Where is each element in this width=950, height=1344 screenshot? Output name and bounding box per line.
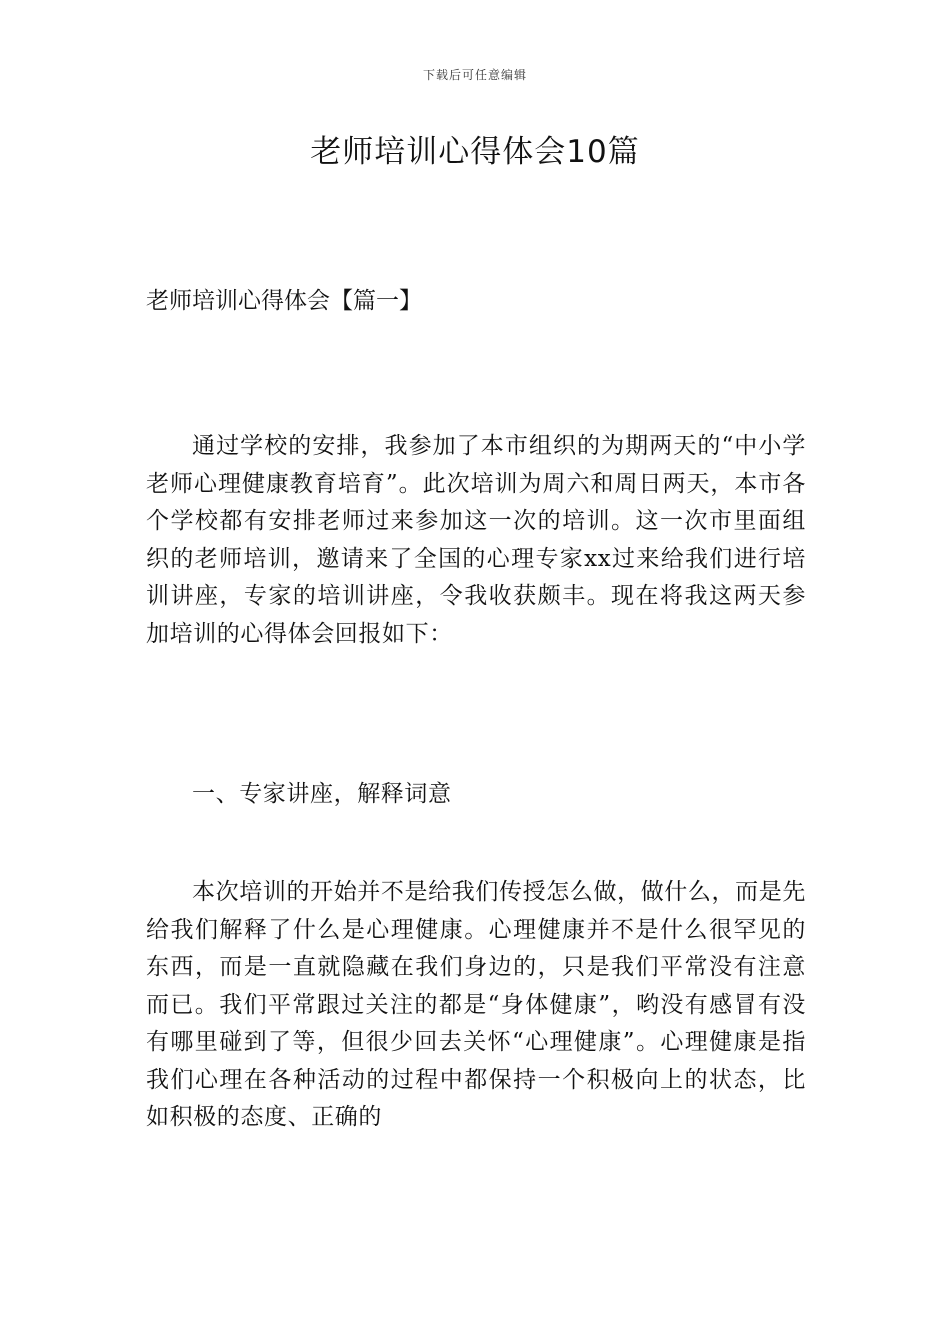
document-title: 老师培训心得体会10篇	[310, 134, 640, 170]
paragraph-mental-health: 本次培训的开始并不是给我们传授怎么做，做什么，而是先给我们解释了什么是心理健康。心理健康并不是什么很罕见的东西，而是一直就隐藏在我们身边的，只是我们平常没有注意而已。我们平常跟过关注的都是“身体健康”，哟没有感冒有没有哪里碰到了等，但很少回去关怀“心理健康”。心理健康是指我们心理在各种活动的过程中都保持一个积极向上的状态，比如积极的态度、正确的	[146, 879, 806, 1130]
section-heading: 老师培训心得体会【篇一】	[146, 288, 422, 314]
header-note: 下载后可任意编辑	[422, 68, 527, 82]
paragraph-intro: 通过学校的安排，我参加了本市组织的为期两天的“中小学老师心理健康教育培育”。此次培训为周六和周日两天，本市各个学校都有安排老师过来参加这一次的培训。这一次市里面组织的老师培训，邀请来了全国的心理专家xx过来给我们进行培训讲座，专家的培训讲座，令我收获颇丰。现在将我这两天参加培训的心得体会回报如下：	[146, 433, 806, 647]
subheading-expert-lecture: 一、专家讲座，解释词意	[192, 781, 452, 807]
